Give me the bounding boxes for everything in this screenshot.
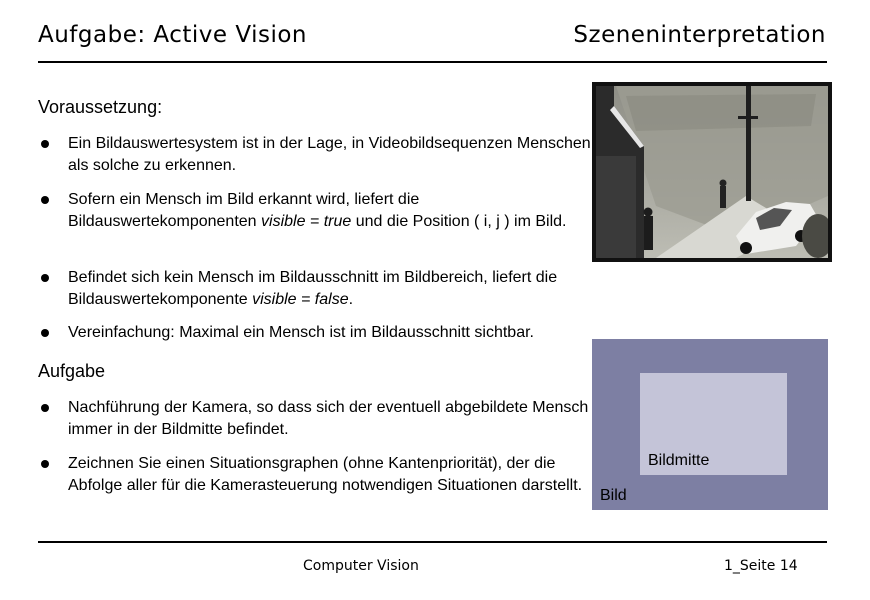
precondition-bullet-2	[38, 189, 598, 232]
image-center-label: Bildmitte	[648, 452, 710, 469]
preconditions-heading: Voraussetzung:	[38, 97, 163, 117]
footer-page-number: 1_Seite 14	[724, 558, 798, 574]
image-frame-label: Bild	[600, 487, 627, 504]
task-bullet-1	[38, 397, 598, 440]
bullet-text: Nachführung der Kamera, so dass sich der eventuell abgebildete Mensch immer in der Bildmitte befindet.	[68, 399, 589, 438]
bullet-text: Sofern ein Mensch im Bild erkannt wird, liefert die Bildauswertekomponenten	[68, 191, 420, 230]
footer-divider	[38, 541, 827, 543]
bullet-code-visible-false: visible = false	[252, 290, 349, 308]
task-bullet-2	[38, 453, 598, 496]
precondition-bullet-4	[38, 322, 608, 344]
precondition-bullet-1	[38, 133, 598, 176]
bullet-dot-icon	[41, 404, 49, 412]
footer-course-name: Computer Vision	[303, 558, 419, 574]
bullet-text: und die Position ( i, j ) im Bild.	[351, 212, 567, 230]
task-heading: Aufgabe	[38, 361, 106, 381]
bullet-text: Ein Bildauswertesystem ist in der Lage, in Videobildsequenzen Menschen als solche zu erkennen.	[68, 135, 591, 174]
bullet-text: Befindet sich kein Mensch im Bildausschnitt im Bildbereich, liefert die Bildauswertekomponente	[68, 269, 558, 308]
bullet-text: Zeichnen Sie einen Situationsgraphen (ohne Kantenpriorität), der die Abfolge aller für die Kamerasteuerung notwendigen Situationen darstellt.	[68, 455, 583, 494]
slide-topic: Szeneninterpretation	[573, 22, 826, 48]
slide-title: Aufgabe: Active Vision	[38, 22, 308, 48]
bullet-text: .	[348, 290, 354, 308]
bullet-dot-icon	[41, 329, 49, 337]
camera-scene-photo	[592, 82, 832, 262]
bullet-dot-icon	[41, 460, 49, 468]
bullet-dot-icon	[41, 140, 49, 148]
bullet-code-visible-true: visible = true	[261, 212, 352, 230]
bullet-dot-icon	[41, 196, 49, 204]
header-divider	[38, 61, 827, 63]
bullet-dot-icon	[41, 274, 49, 282]
bullet-text: Vereinfachung: Maximal ein Mensch ist im Bildausschnitt sichtbar.	[68, 324, 534, 341]
precondition-bullet-3	[38, 267, 598, 310]
